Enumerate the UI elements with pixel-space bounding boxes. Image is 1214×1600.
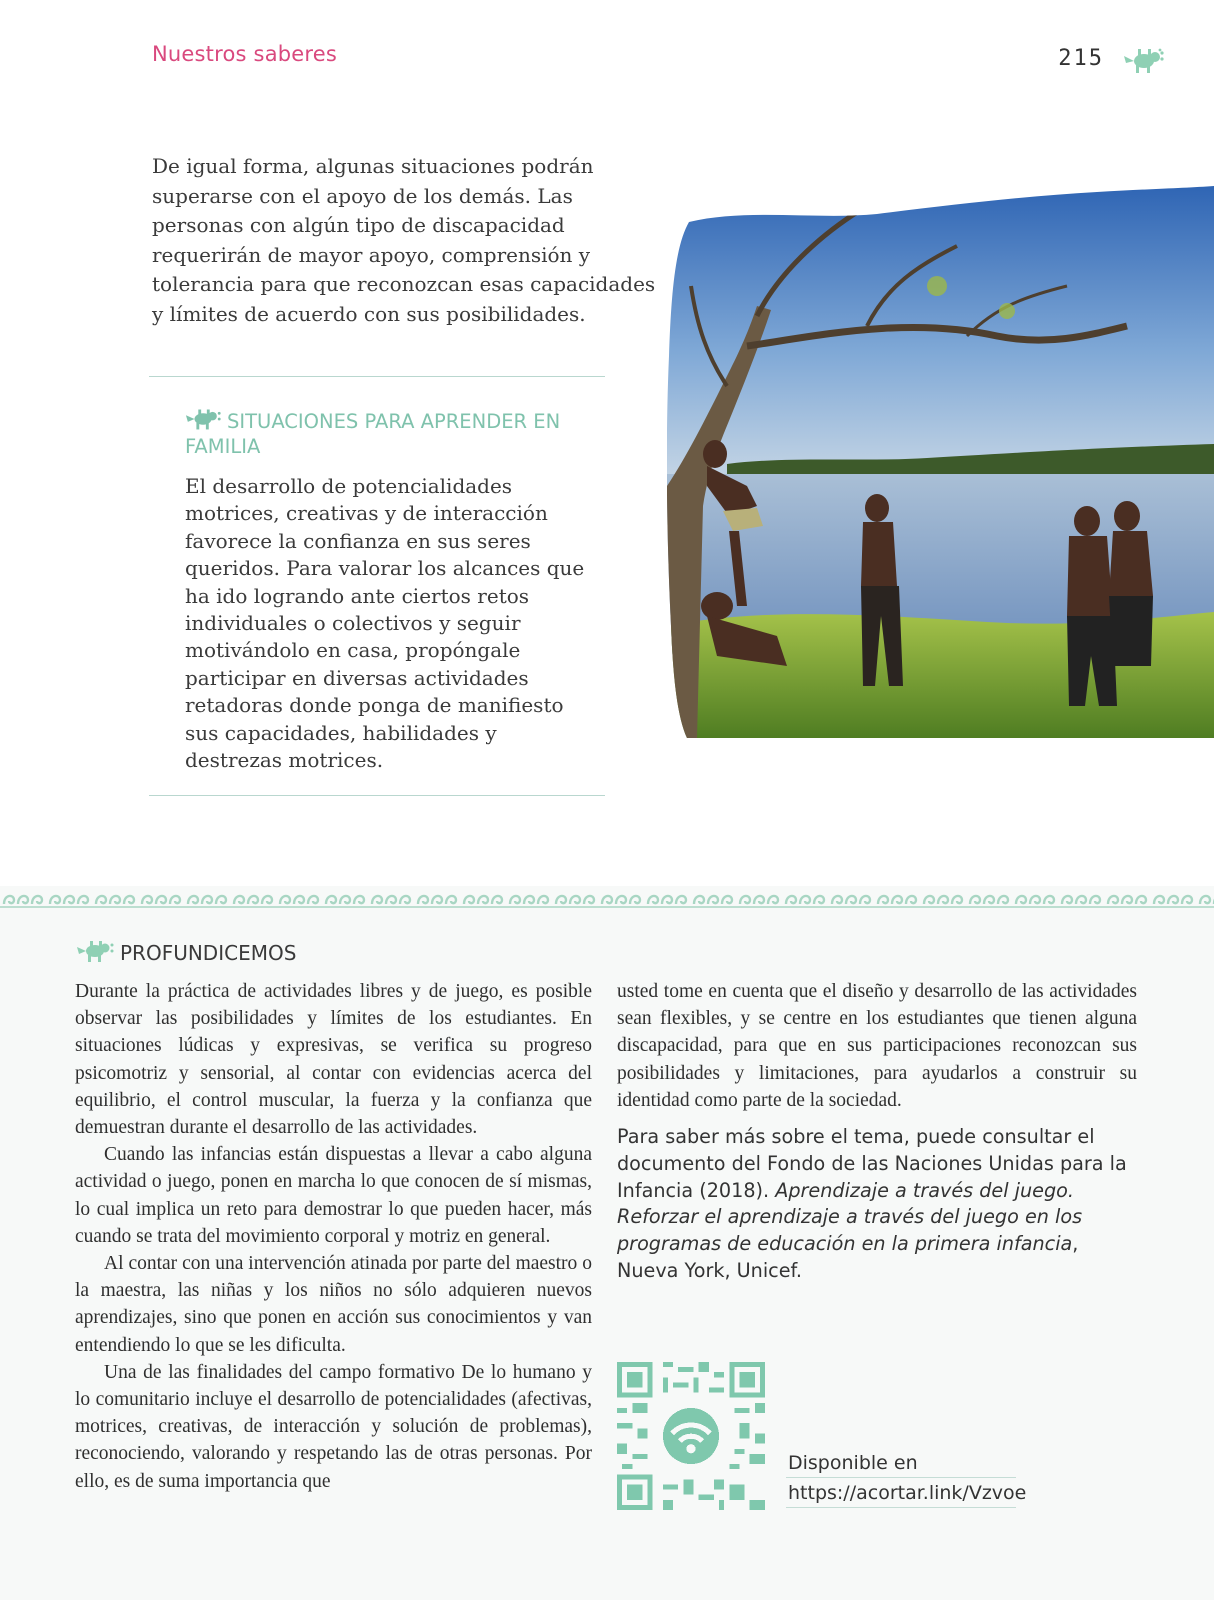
more-info-outro: , Nueva York, Unicef. — [617, 1232, 1079, 1282]
more-info-reference — [617, 1124, 1137, 1285]
deepen-section — [0, 886, 1214, 1600]
family-learning-box — [149, 376, 605, 796]
deepen-paragraph-4: Una de las finalidades del campo formativo De lo humano y lo comunitario incluye el desarrollo de potencialidades (afectivas, motrices, creativas, de interacción y solución de problemas), reconociendo, valorando y respetando las de otras personas. Por ello, es de suma importancia que — [75, 1361, 592, 1492]
more-info-title: Aprendizaje a través del juego. Reforzar el aprendizaje a través del juego en los programas de educación en la primera infancia — [617, 1178, 1083, 1256]
deepen-title-text: PROFUNDICEMOS — [120, 941, 297, 965]
qr-availability — [786, 1448, 1027, 1508]
ajolote-icon — [1122, 44, 1166, 78]
deepen-left-column — [75, 978, 592, 1495]
family-box-title-text: SITUACIONES PARA APRENDER EN FAMILIA — [185, 410, 561, 458]
qr-link[interactable]: https://acortar.link/Vzvoe — [786, 1478, 1016, 1508]
deepen-paragraph-2: Cuando las infancias están dispuestas a llevar a cabo alguna actividad o juego, ponen en marcha lo que conocen de sí mismas, lo cual implica un reto para demostrar lo que pueden hacer, más cuando se trata del movimiento corporal y motriz en general. — [75, 1144, 592, 1247]
available-label: Disponible en — [786, 1448, 1016, 1478]
deepen-right-paragraph: usted tome en cuenta que el diseño y desarrollo de las actividades sean flexibles, y se centre en los estudiantes que tienen alguna discapacidad, para que en sus participaciones reconozcan sus posibilidades y limitaciones, para ayudarlos a construir su identidad como parte de la sociedad. — [617, 981, 1137, 1111]
photo-children-playing-by-lake — [667, 186, 1214, 738]
intro-paragraph: De igual forma, algunas situaciones podrán superarse con el apoyo de los demás. Las personas con algún tipo de discapacidad requerirán de mayor apoyo, comprensión y tolerancia para que reconozcan esas capacidades y límites de acuerdo con sus posibilidades. — [152, 154, 656, 326]
deepen-paragraph-1: Durante la práctica de actividades libres y de juego, es posible observar las posibilidades y límites de los estudiantes. En situaciones lúdicas y expresivas, se verifica su progreso psicomotriz y sensorial, al contar con evidencias acerca del equilibrio, el control muscular, la fuerza y la confianza que demuestran durante el desarrollo de las actividades. — [75, 981, 592, 1139]
ajolote-icon — [185, 407, 223, 431]
deepen-paragraph-3: Al contar con una intervención atinada por parte del maestro o la maestra, las niñas y los niños no sólo adquieren nuevos aprendizajes, sino que ponen en acción sus conocimientos y van entendiendo lo que se les dificulta. — [75, 1253, 592, 1356]
more-info-intro: Para saber más sobre el tema, puede consultar el documento del Fondo de las Naciones Unidas para la Infancia (2018). — [617, 1125, 1127, 1202]
deepen-title — [76, 938, 296, 965]
decorative-border — [0, 886, 1214, 912]
family-box-text: El desarrollo de potencialidades motrices, creativas y de interacción favorece la confianza en sus seres queridos. Para valorar los alcances que ha ido logrando ante ciertos retos individuales o colectivos y seguir motivándolo en casa, propóngale participar en diversas actividades retadoras donde ponga de manifiesto sus capacidades, habilidades y destrezas motrices. — [185, 474, 585, 773]
ajolote-icon — [76, 938, 116, 964]
page-number: 215 — [1058, 46, 1104, 71]
family-box-title — [185, 407, 605, 459]
qr-code-icon[interactable] — [617, 1362, 765, 1510]
section-title: Nuestros saberes — [152, 42, 338, 66]
